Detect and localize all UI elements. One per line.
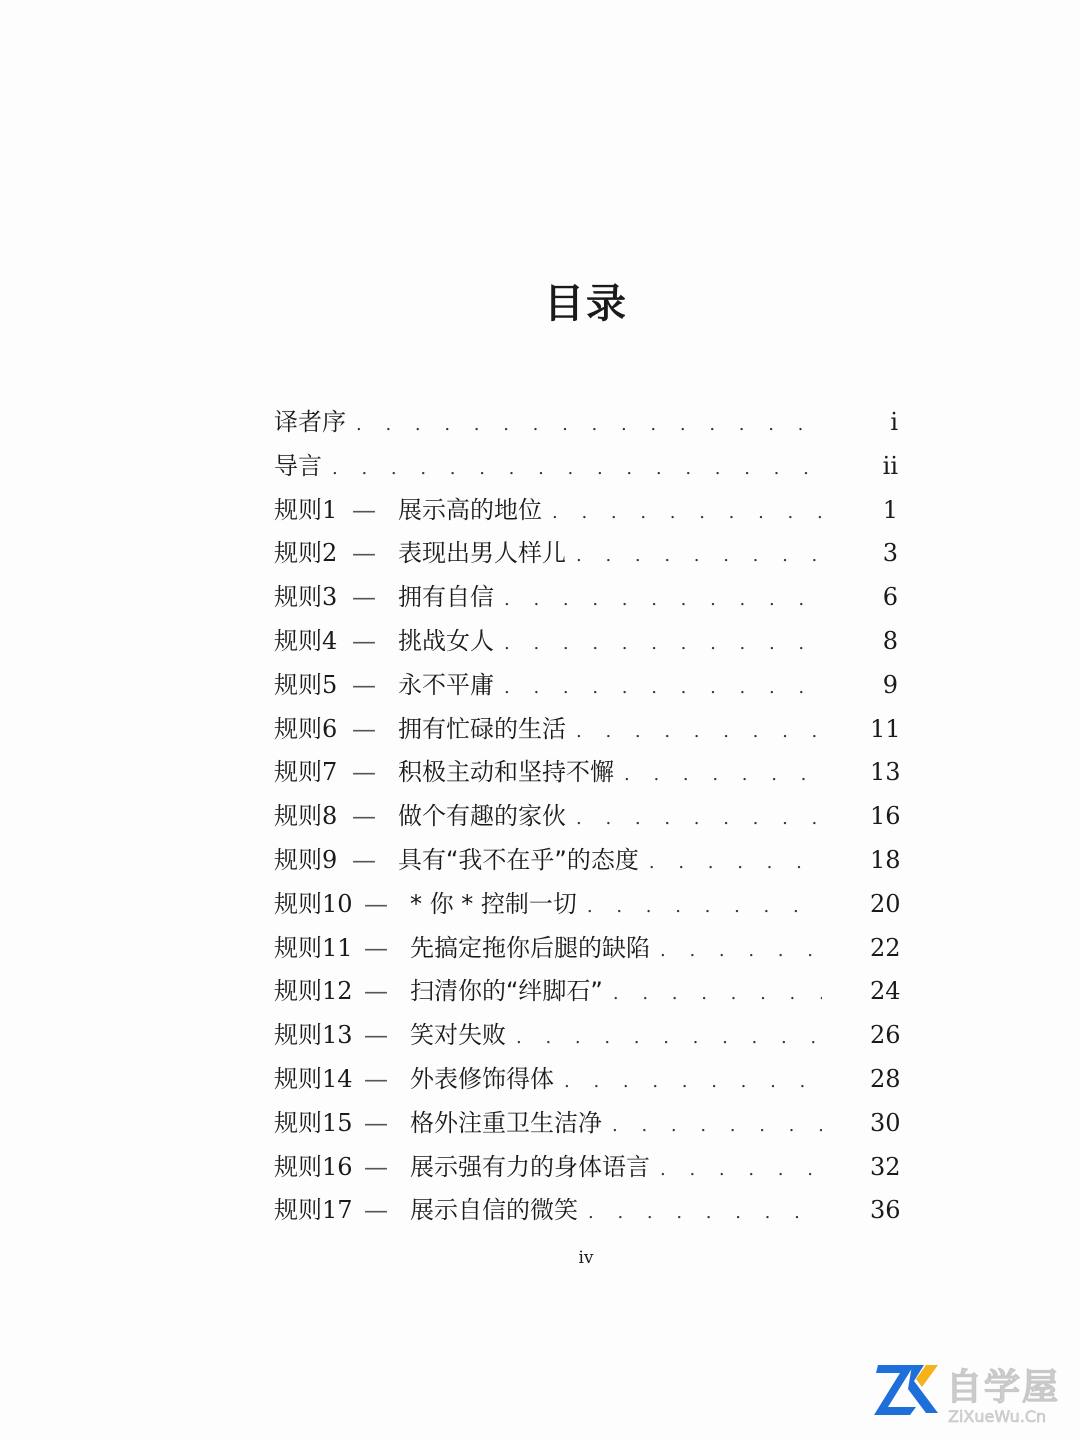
zx-logo-icon [874,1359,940,1419]
toc-entry[interactable] [274,402,898,446]
toc-entry-title: 格外注重卫生洁净 [410,1108,602,1137]
toc-entry-title: 挑战女人 [398,626,494,655]
separator-dash: — [364,1021,388,1050]
toc-entry-title: 做个有趣的家伙 [398,802,566,831]
rule-number: 规则10 [274,889,353,918]
toc-page-number: 13 [870,758,901,787]
separator-dash: — [364,1196,388,1225]
toc-page-number: 22 [870,933,901,962]
separator-dash: — [352,845,376,874]
toc-page-number: 20 [870,889,901,918]
toc-page-number: 1 [882,495,898,524]
toc-entry[interactable] [274,796,901,840]
toc-page-number: i [890,408,898,436]
toc-page-number: 11 [870,714,901,743]
toc-entry-title: 导言 [274,451,322,480]
table-of-contents [274,402,901,1234]
rule-number: 规则16 [274,1152,353,1181]
separator-dash: — [364,889,388,918]
toc-entry[interactable] [274,884,901,928]
dot-leader [588,1202,822,1223]
toc-page-number: 30 [870,1108,901,1137]
separator-dash: — [352,539,376,568]
page-title: 目录 [544,281,628,327]
rule-number: 规则7 [274,758,338,787]
dot-leader [624,764,822,785]
toc-entry-title: 译者序 [274,408,346,436]
dot-leader [564,1071,822,1092]
toc-page-number: 8 [882,626,898,655]
toc-entry[interactable] [274,1059,901,1103]
toc-entry-title: 笑对失败 [410,1021,506,1050]
dot-leader [356,414,822,435]
dot-leader [552,502,822,523]
dot-leader [660,940,822,961]
watermark-url: ZiXueWu.Cn [948,1407,1047,1426]
toc-entry[interactable] [274,709,901,753]
toc-page-number: 6 [882,583,898,612]
toc-entry-title: 积极主动和坚持不懈 [398,758,614,787]
toc-entry-title: 表现出男人样儿 [398,539,566,568]
separator-dash: — [364,1064,388,1093]
dot-leader [612,1115,822,1136]
separator-dash: — [352,583,376,612]
rule-number: 规则5 [274,670,338,699]
separator-dash: — [352,802,376,831]
toc-page-number: 16 [870,802,901,831]
dot-leader [576,721,822,742]
separator-dash: — [364,933,388,962]
separator-dash: — [352,626,376,655]
toc-entry-title: 拥有忙碌的生活 [398,714,566,743]
rule-number: 规则2 [274,539,338,568]
toc-entry[interactable] [274,490,898,534]
toc-entry[interactable] [274,840,901,884]
toc-page-number: 18 [870,845,901,874]
toc-entry-title: * 你 * 控制一切 [410,889,577,918]
separator-dash: — [352,714,376,743]
toc-page-number: 28 [870,1064,901,1093]
toc-entry[interactable] [274,752,901,796]
toc-page-number: 24 [870,977,901,1006]
toc-entry-title: 永不平庸 [398,670,494,699]
separator-dash: — [352,495,376,524]
rule-number: 规则13 [274,1021,353,1050]
toc-entry[interactable] [274,577,898,621]
dot-leader [576,545,822,566]
separator-dash: — [364,1152,388,1181]
toc-entry[interactable] [274,1103,901,1147]
toc-entry[interactable] [274,1147,901,1191]
toc-page-number: 32 [870,1152,901,1181]
toc-entry-title: 外表修饰得体 [410,1064,554,1093]
dot-leader [613,983,822,1004]
toc-entry-title: 扫清你的“绊脚石” [410,977,603,1006]
rule-number: 规则17 [274,1196,353,1225]
rule-number: 规则1 [274,495,338,524]
rule-number: 规则8 [274,802,338,831]
toc-entry-title: 拥有自信 [398,583,494,612]
toc-page-number: 3 [882,539,898,568]
toc-entry[interactable] [274,621,898,665]
toc-entry[interactable] [274,533,898,577]
separator-dash: — [364,977,388,1006]
rule-number: 规则9 [274,845,338,874]
rule-number: 规则14 [274,1064,353,1093]
dot-leader [504,589,822,610]
dot-leader [576,808,822,829]
toc-entry[interactable] [274,446,898,490]
dot-leader [516,1027,822,1048]
dot-leader [504,677,822,698]
toc-page-number: 26 [870,1021,901,1050]
rule-number: 规则6 [274,714,338,743]
toc-entry[interactable] [274,928,901,972]
dot-leader [504,633,822,654]
toc-entry[interactable] [274,971,901,1015]
footer-page-number: iv [578,1248,594,1268]
separator-dash: — [364,1108,388,1137]
toc-entry-title: 先搞定拖你后腿的缺陷 [410,933,650,962]
rule-number: 规则3 [274,583,338,612]
separator-dash: — [352,670,376,699]
rule-number: 规则15 [274,1108,353,1137]
dot-leader [660,1159,822,1180]
dot-leader [587,896,822,917]
toc-entry[interactable] [274,1190,901,1234]
toc-entry-title: 展示自信的微笑 [410,1196,578,1225]
dot-leader [332,458,822,479]
toc-page-number: 36 [870,1196,901,1225]
toc-entry[interactable] [274,1015,901,1059]
rule-number: 规则12 [274,977,353,1006]
rule-number: 规则4 [274,626,338,655]
watermark [874,1359,1074,1431]
toc-entry[interactable] [274,665,898,709]
toc-page-number: 9 [882,670,898,699]
watermark-text: 自学屋 [946,1367,1061,1408]
toc-entry-title: 展示高的地位 [398,495,542,524]
dot-leader [649,852,822,873]
toc-entry-title: 具有“我不在乎”的态度 [398,845,639,874]
rule-number: 规则11 [274,933,353,962]
separator-dash: — [352,758,376,787]
toc-entry-title: 展示强有力的身体语言 [410,1152,650,1181]
toc-page-number: ii [882,451,898,480]
